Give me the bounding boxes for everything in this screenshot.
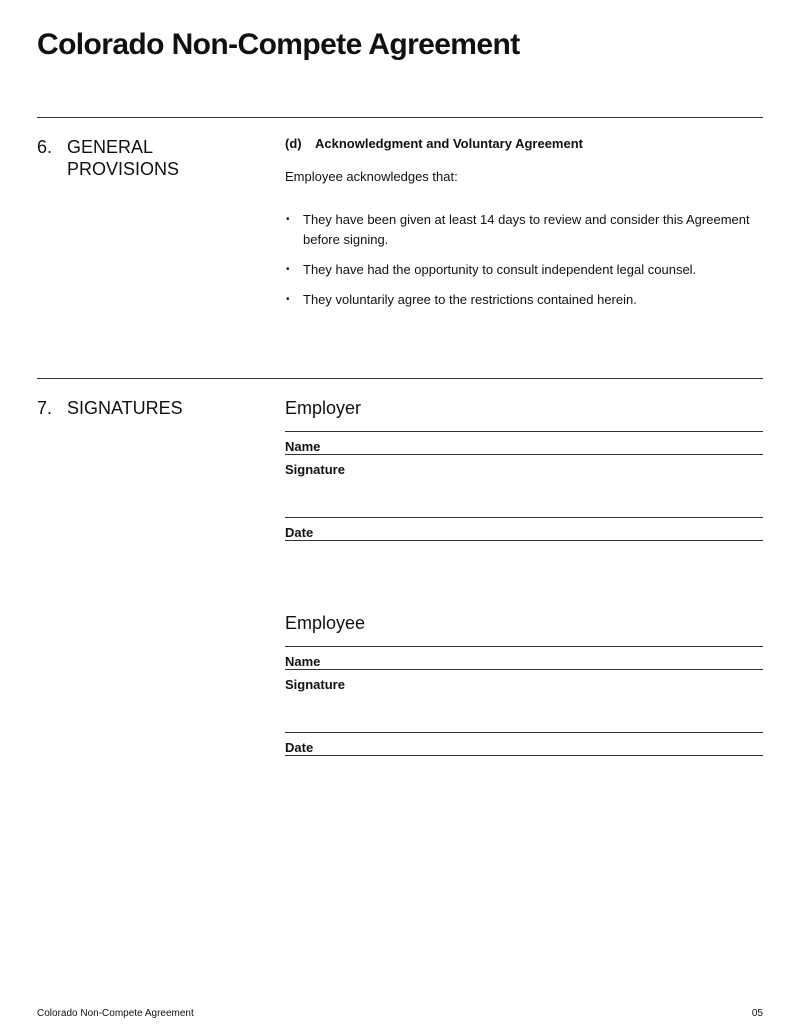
section-7-heading: [37, 397, 237, 419]
section-number: 7.: [37, 398, 53, 418]
field-label: Date: [285, 740, 314, 755]
employee-date-field[interactable]: [285, 732, 763, 756]
bullet-icon: •: [286, 214, 290, 225]
subsection-title: Acknowledgment and Voluntary Agreement: [315, 136, 583, 151]
section-title-line: PROVISIONS: [67, 159, 180, 179]
employee-signature-field[interactable]: [285, 669, 763, 732]
section-6-content: [285, 135, 763, 320]
list-item: [285, 210, 763, 250]
list-item: [285, 290, 763, 310]
employer-signature-field[interactable]: [285, 454, 763, 517]
section-title-line: GENERAL: [67, 137, 154, 157]
section-number: 6.: [37, 137, 53, 157]
employer-name-field[interactable]: [285, 431, 763, 454]
subsection-heading: [285, 135, 763, 153]
employer-signature-block: [285, 397, 763, 541]
field-label: Name: [285, 439, 321, 454]
list-item-text: They have been given at least 14 days to review and consider this Agreement before signing.: [303, 212, 750, 247]
party-title: Employer: [285, 398, 362, 418]
document-title: Colorado Non-Compete Agreement: [37, 28, 520, 61]
section-6-heading: [37, 136, 237, 180]
list-item-text: They have had the opportunity to consult independent legal counsel.: [303, 262, 697, 277]
list-item-text: They voluntarily agree to the restrictions contained herein.: [303, 292, 637, 307]
field-label: Name: [285, 654, 321, 669]
employee-signature-block: [285, 612, 763, 756]
section-title: [67, 136, 179, 180]
list-item: [285, 260, 763, 280]
subsection-letter: (d): [285, 136, 302, 151]
field-label: Signature: [285, 462, 345, 477]
footer-title: Colorado Non-Compete Agreement: [37, 1008, 194, 1019]
section-divider: [37, 378, 763, 379]
employer-date-field[interactable]: [285, 517, 763, 541]
bullet-icon: •: [286, 264, 290, 275]
acknowledgment-list: [285, 210, 763, 310]
page-number: 05: [751, 1008, 763, 1019]
party-title: Employee: [285, 613, 366, 633]
field-label: Date: [285, 525, 314, 540]
section-title: SIGNATURES: [67, 398, 183, 418]
section-divider: [37, 117, 763, 118]
bullet-icon: •: [286, 294, 290, 305]
field-label: Signature: [285, 677, 345, 692]
employee-name-field[interactable]: [285, 646, 763, 669]
intro-text: Employee acknowledges that:: [285, 169, 458, 184]
